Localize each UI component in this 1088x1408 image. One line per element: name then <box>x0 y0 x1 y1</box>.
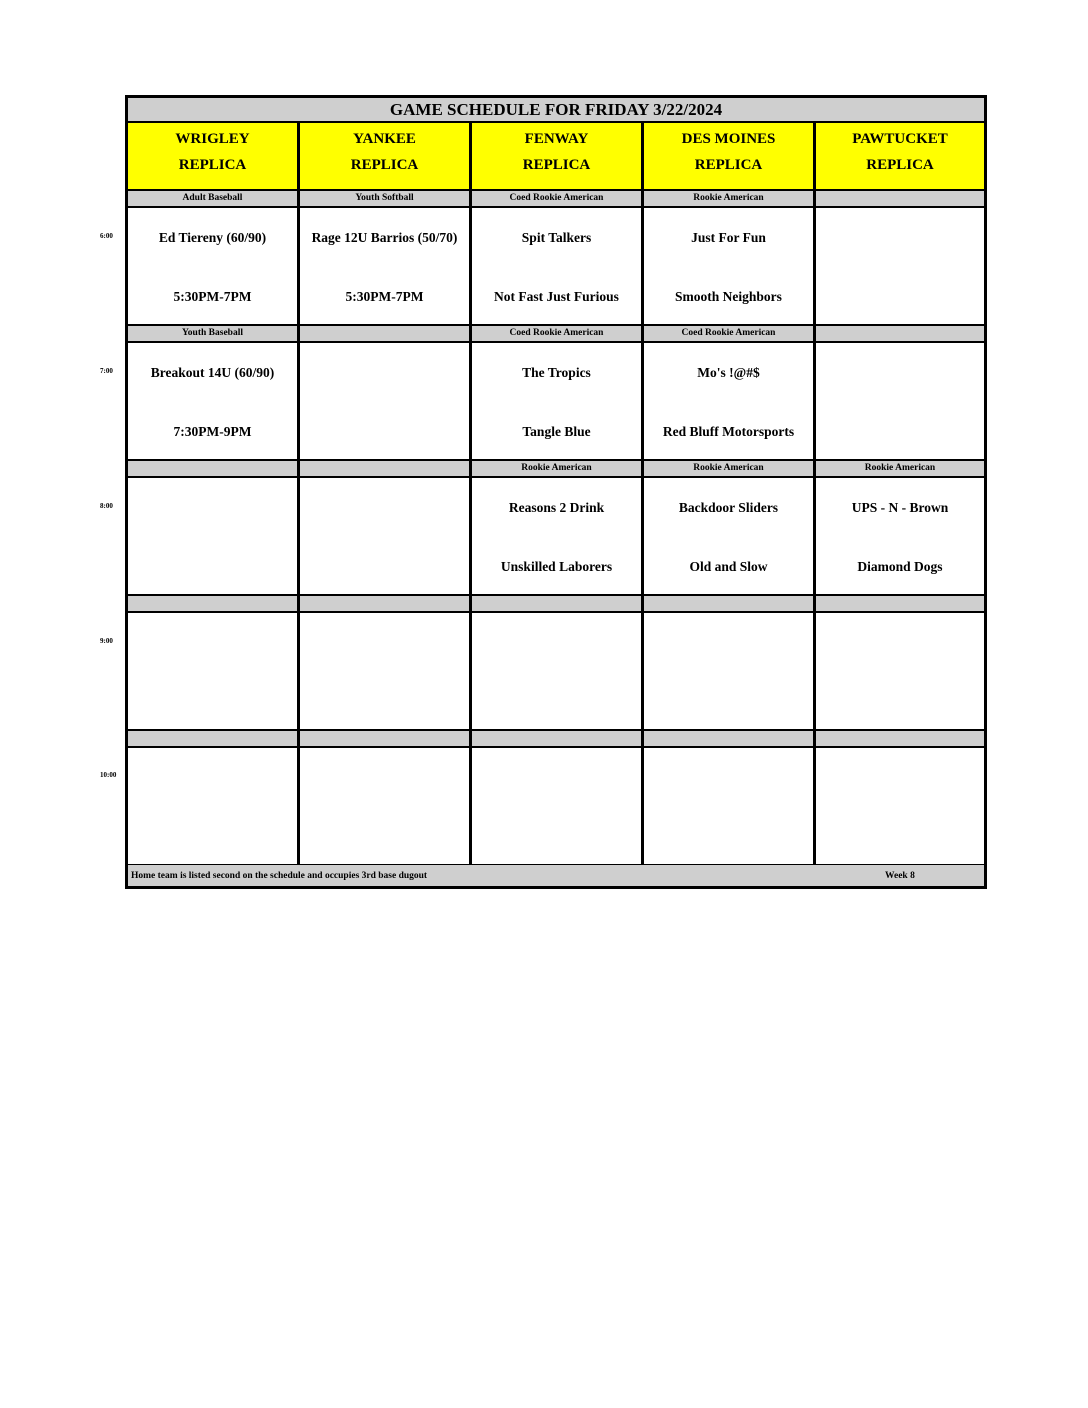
venue-subtitle: REPLICA <box>178 157 247 173</box>
game-cell <box>816 208 984 324</box>
time-slot-block <box>128 326 984 462</box>
league-label: Coed Rookie American <box>472 191 641 206</box>
time-slot-block <box>128 596 984 732</box>
league-label: Youth Baseball <box>128 326 297 341</box>
column-divider <box>469 123 472 865</box>
game-line-1: Reasons 2 Drink <box>508 500 605 515</box>
venue-name: WRIGLEY <box>175 131 250 147</box>
league-label: Coed Rookie American <box>644 326 813 341</box>
column-divider <box>813 123 816 865</box>
league-row <box>128 326 984 343</box>
game-cell <box>128 748 297 864</box>
game-line-1: Ed Tiereny (60/90) <box>158 230 267 245</box>
time-label: 9:00 <box>100 637 113 645</box>
league-label: Rookie American <box>816 461 984 476</box>
league-label: Rookie American <box>644 461 813 476</box>
venue-header-1 <box>128 123 297 189</box>
game-schedule-table <box>125 95 987 889</box>
game-row <box>128 478 984 597</box>
league-label <box>816 731 984 746</box>
venue-name: PAWTUCKET <box>852 131 948 147</box>
time-label: 7:00 <box>100 367 113 375</box>
venue-name: FENWAY <box>524 131 589 147</box>
game-cell <box>300 748 469 864</box>
league-row <box>128 596 984 613</box>
game-row <box>128 208 984 327</box>
league-label <box>128 596 297 611</box>
league-label <box>644 596 813 611</box>
league-label <box>300 461 469 476</box>
game-row <box>128 613 984 732</box>
game-line-2: 5:30PM-7PM <box>173 289 252 304</box>
game-cell <box>472 343 641 459</box>
game-row <box>128 343 984 462</box>
league-label <box>300 731 469 746</box>
league-label: Adult Baseball <box>128 191 297 206</box>
time-slot-block <box>128 731 984 867</box>
venue-subtitle: REPLICA <box>694 157 763 173</box>
game-cell <box>472 478 641 594</box>
time-label: 8:00 <box>100 502 113 510</box>
game-line-1: Just For Fun <box>691 230 766 245</box>
column-divider <box>641 123 644 865</box>
game-line-1: The Tropics <box>522 365 591 380</box>
league-row <box>128 461 984 478</box>
game-line-2: 5:30PM-7PM <box>345 289 424 304</box>
game-line-2: Not Fast Just Furious <box>494 289 619 304</box>
game-cell <box>816 748 984 864</box>
venue-header-5 <box>816 123 984 189</box>
league-label <box>644 731 813 746</box>
venue-header-4 <box>644 123 813 189</box>
league-label: Rookie American <box>644 191 813 206</box>
league-label <box>816 326 984 341</box>
game-line-1: UPS - N - Brown <box>851 500 949 515</box>
game-line-1: Rage 12U Barrios (50/70) <box>311 230 458 245</box>
footer-note: Home team is listed second on the schedule and occupies 3rd base dugout <box>131 871 428 881</box>
game-cell <box>472 613 641 729</box>
game-cell <box>816 343 984 459</box>
column-divider <box>297 123 300 865</box>
venue-subtitle: REPLICA <box>522 157 591 173</box>
league-label <box>128 461 297 476</box>
venue-name: YANKEE <box>353 131 416 147</box>
week-label: Week 8 <box>885 871 915 881</box>
game-cell <box>300 613 469 729</box>
game-cell <box>128 478 297 594</box>
league-label <box>816 596 984 611</box>
game-line-1: Spit Talkers <box>521 230 592 245</box>
game-line-2: Old and Slow <box>689 559 768 574</box>
game-line-2: Diamond Dogs <box>857 559 943 574</box>
time-slot-block <box>128 461 984 597</box>
game-line-2: Smooth Neighbors <box>675 289 782 304</box>
league-row <box>128 191 984 208</box>
league-label <box>472 731 641 746</box>
game-cell <box>128 613 297 729</box>
game-cell <box>128 343 297 459</box>
game-cell <box>644 478 813 594</box>
game-cell <box>300 208 469 324</box>
schedule-footer <box>128 865 984 886</box>
game-cell <box>472 208 641 324</box>
venue-subtitle: REPLICA <box>350 157 419 173</box>
league-row <box>128 731 984 748</box>
league-label <box>300 596 469 611</box>
league-label <box>128 731 297 746</box>
league-label <box>816 191 984 206</box>
game-line-1: Backdoor Sliders <box>678 500 779 515</box>
game-line-1: Mo's !@#$ <box>697 365 760 380</box>
league-label: Rookie American <box>472 461 641 476</box>
venue-header-2 <box>300 123 469 189</box>
game-cell <box>816 478 984 594</box>
league-label <box>472 596 641 611</box>
game-cell <box>300 343 469 459</box>
game-cell <box>816 613 984 729</box>
game-cell <box>128 208 297 324</box>
game-line-1: Breakout 14U (60/90) <box>150 365 275 380</box>
game-line-2: Tangle Blue <box>522 424 591 439</box>
schedule-title: GAME SCHEDULE FOR FRIDAY 3/22/2024 <box>128 98 984 123</box>
game-cell <box>300 478 469 594</box>
game-line-2: 7:30PM-9PM <box>173 424 252 439</box>
time-label: 10:00 <box>100 771 117 779</box>
game-cell <box>472 748 641 864</box>
venue-header-3 <box>472 123 641 189</box>
time-label: 6:00 <box>100 232 113 240</box>
game-cell <box>644 613 813 729</box>
league-label: Youth Softball <box>300 191 469 206</box>
venue-name: DES MOINES <box>681 131 776 147</box>
game-cell <box>644 343 813 459</box>
game-line-2: Red Bluff Motorsports <box>662 424 795 439</box>
game-line-2: Unskilled Laborers <box>500 559 613 574</box>
time-slot-block <box>128 191 984 327</box>
venue-header-row <box>128 123 984 191</box>
game-cell <box>644 208 813 324</box>
league-label: Coed Rookie American <box>472 326 641 341</box>
game-cell <box>644 748 813 864</box>
league-label <box>300 326 469 341</box>
game-row <box>128 748 984 867</box>
venue-subtitle: REPLICA <box>866 157 934 173</box>
